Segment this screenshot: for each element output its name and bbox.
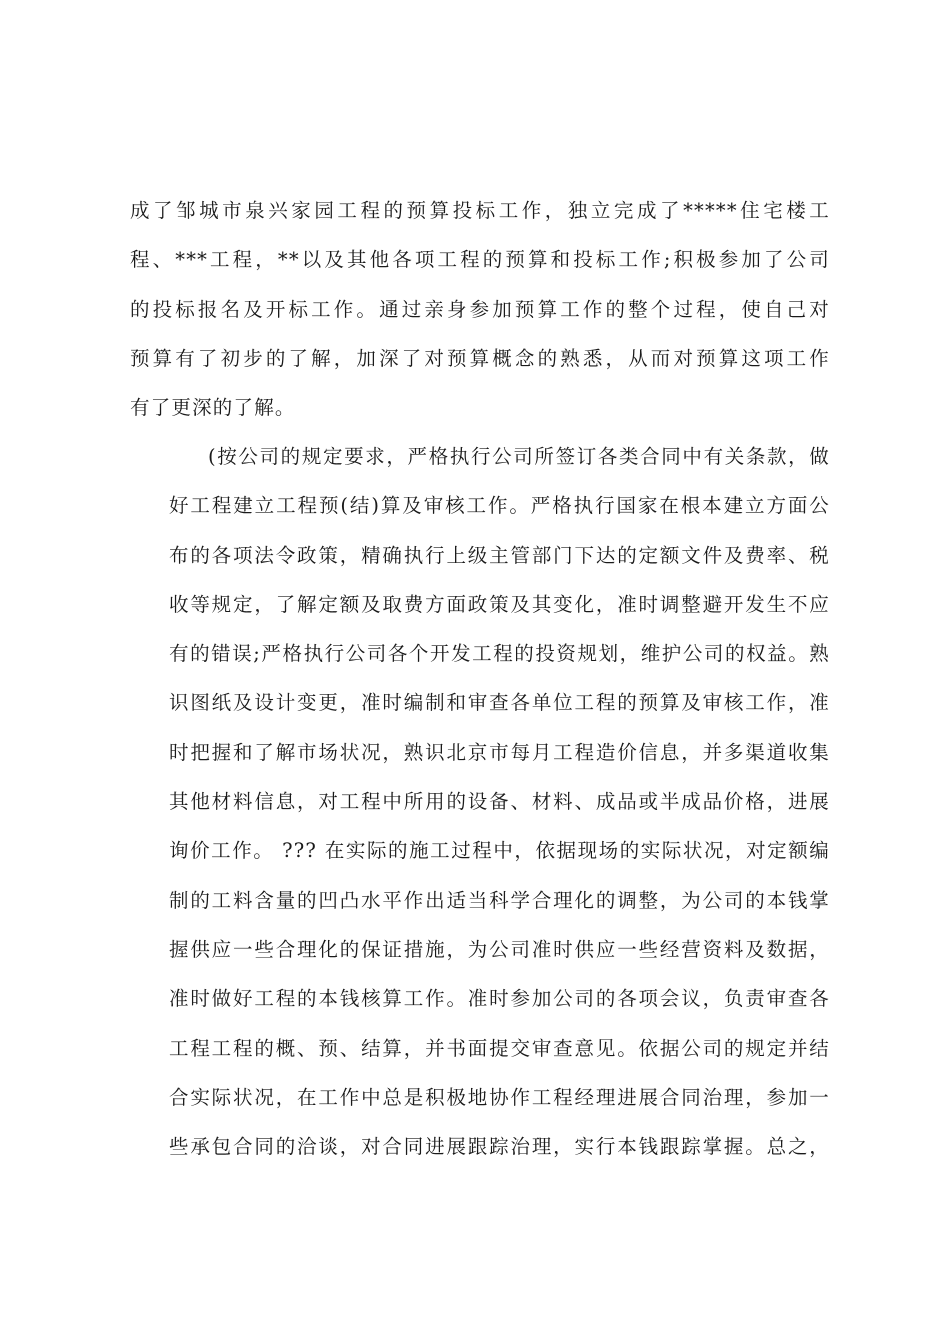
paragraph-line: 准时做好工程的本钱核算工作。准时参加公司的各项会议，负责审查各	[169, 987, 830, 1011]
paragraph-line: 预算有了初步的了解，加深了对预算概念的熟悉，从而对预算这项工作	[130, 346, 830, 370]
paragraph-line: 的投标报名及开标工作。通过亲身参加预算工作的整个过程，使自己对	[130, 297, 830, 321]
paragraph-1	[130, 186, 830, 432]
paragraph-line: 好工程建立工程预(结)算及审核工作。严格执行国家在根本建立方面公	[169, 494, 830, 518]
paragraph-line: 识图纸及设计变更，准时编制和审查各单位工程的预算及审核工作，准	[169, 691, 830, 715]
paragraph-line: 些承包合同的洽谈，对合同进展跟踪治理，实行本钱跟踪掌握。总之，	[169, 1135, 830, 1159]
paragraph-line: 时把握和了解市场状况，熟识北京市每月工程造价信息，并多渠道收集	[169, 740, 830, 764]
paragraph-line: 收等规定，了解定额及取费方面政策及其变化，准时调整避开发生不应	[169, 592, 830, 616]
paragraph-line: 制的工料含量的凹凸水平作出适当科学合理化的调整，为公司的本钱掌	[169, 888, 830, 912]
paragraph-line: 询价工作。 ??? 在实际的施工过程中，依据现场的实际状况，对定额编	[169, 839, 830, 863]
paragraph-line: 其他材料信息，对工程中所用的设备、材料、成品或半成品价格，进展	[169, 790, 830, 814]
paragraph-line: 成了邹城市泉兴家园工程的预算投标工作，独立完成了*****住宅楼工	[130, 199, 830, 222]
paragraph-line: 有了更深的了解。	[130, 396, 296, 420]
paragraph-2	[130, 432, 830, 1171]
paragraph-line: 程、***工程，**以及其他各项工程的预算和投标工作;积极参加了公司	[130, 248, 830, 272]
paragraph-line: 有的错误;严格执行公司各个开发工程的投资规划，维护公司的权益。熟	[169, 642, 830, 666]
paragraph-line: 工程工程的概、预、结算，并书面提交审查意见。依据公司的规定并结	[169, 1036, 830, 1060]
paragraph-line: 握供应一些合理化的保证措施，为公司准时供应一些经营资料及数据，	[169, 937, 830, 961]
paragraph-line: 合实际状况，在工作中总是积极地协作工程经理进展合同治理，参加一	[169, 1085, 830, 1109]
paragraph-line: (按公司的规定要求，严格执行公司所签订各类合同中有关条款，做	[208, 445, 830, 468]
paragraph-line: 布的各项法令政策，精确执行上级主管部门下达的定额文件及费率、税	[169, 543, 830, 567]
